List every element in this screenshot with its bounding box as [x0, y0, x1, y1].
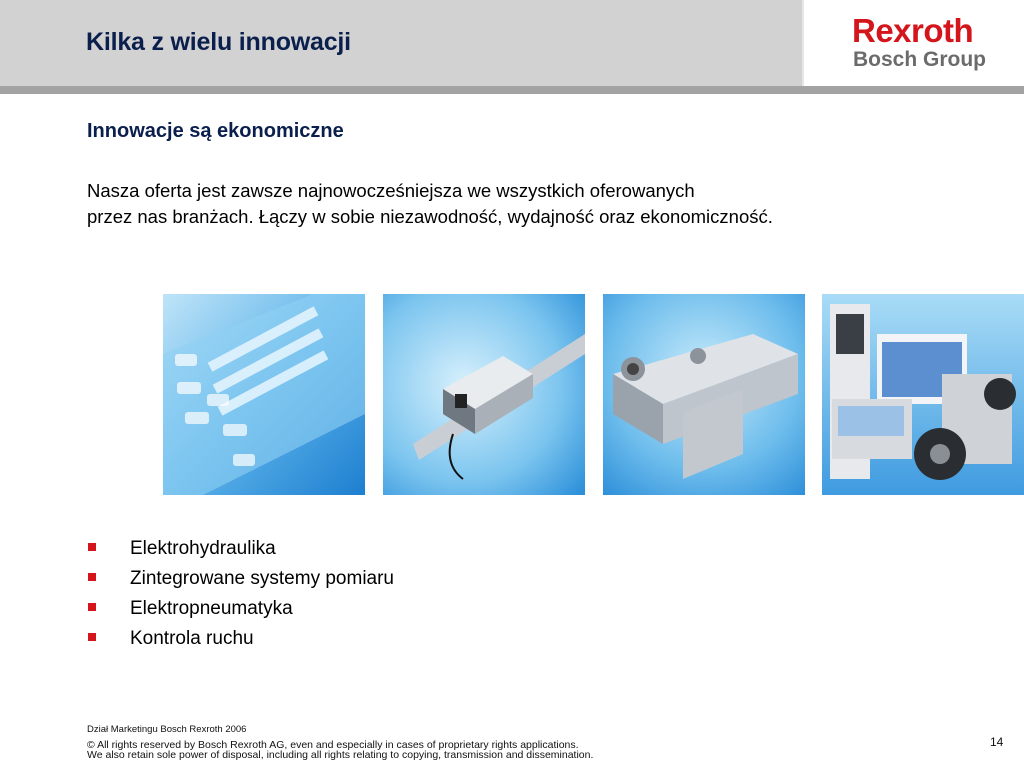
circuit-board-photo [163, 294, 365, 495]
section-heading: Innowacje są ekonomiczne [87, 120, 344, 142]
rexroth-logo [802, 0, 1024, 86]
logo-group-text: Bosch Group [853, 48, 987, 71]
motion-control-photo [822, 294, 1024, 495]
red-square-bullet-icon [88, 633, 96, 641]
valve-block-photo [603, 294, 805, 495]
copyright-line-1: © All rights reserved by Bosch Rexroth AG, even and especially in cases of proprietary rights applications. [87, 739, 579, 751]
intro-paragraph [87, 178, 987, 230]
page-title: Kilka z wielu innowacji [86, 28, 351, 56]
red-square-bullet-icon [88, 603, 96, 611]
page-number: 14 [990, 735, 1004, 749]
red-square-bullet-icon [88, 543, 96, 551]
copyright-line-2: We also retain sole power of disposal, including all rights relating to copying, transmission and dissemination. [87, 749, 594, 761]
header-divider [0, 86, 1024, 94]
logo-brand-text: Rexroth [852, 12, 974, 49]
linear-guide-photo [383, 294, 585, 495]
footer-copyright [87, 740, 593, 760]
footer-department: Dział Marketingu Bosch Rexroth 2006 [87, 724, 247, 735]
intro-line-1: Nasza oferta jest zawsze najnowocześniejsza we wszystkich oferowanych [87, 180, 695, 201]
intro-line-2: przez nas branżach. Łączy w sobie niezawodność, wydajność oraz ekonomiczność. [87, 206, 773, 227]
red-square-bullet-icon [88, 573, 96, 581]
